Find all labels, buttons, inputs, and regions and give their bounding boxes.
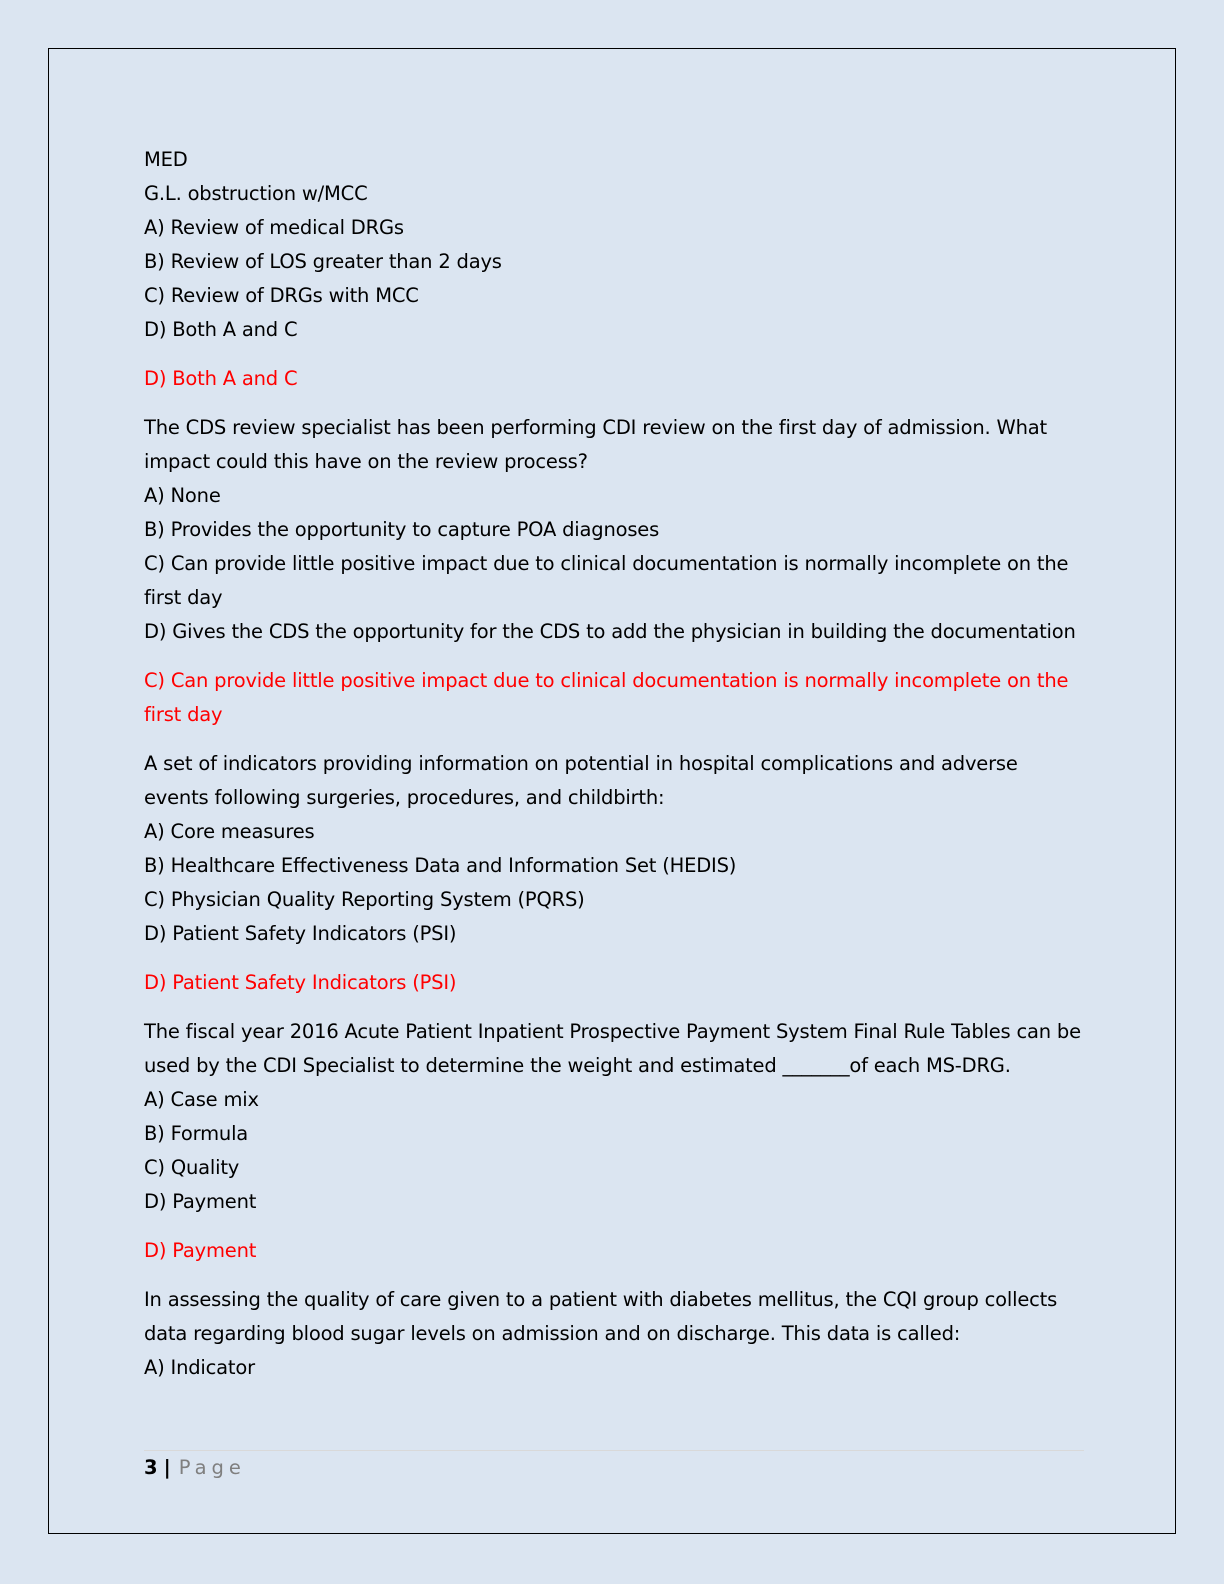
question-3-option-c: C) Physician Quality Reporting System (PQRS)	[144, 888, 585, 911]
question-1-option-a: A) Review of medical DRGs	[144, 216, 404, 239]
question-3-answer: D) Patient Safety Indicators (PSI)	[144, 971, 457, 994]
page-number: 3	[144, 1456, 158, 1479]
question-4-answer: D) Payment	[144, 1239, 257, 1262]
question-4-option-d: D) Payment	[144, 1190, 257, 1213]
question-1-option-b: B) Review of LOS greater than 2 days	[144, 250, 502, 273]
question-3-option-d: D) Patient Safety Indicators (PSI)	[144, 922, 457, 945]
question-3-stem: A set of indicators providing information on potential in hospital complications and adverse events following surgeries, procedures, and childbirth:	[144, 752, 1018, 809]
question-5-stem: In assessing the quality of care given to a patient with diabetes mellitus, the CQI group collects data regarding blood sugar levels on admission and on discharge. This data is called:	[144, 1288, 1058, 1345]
question-1-stem: G.L. obstruction w/MCC	[144, 182, 368, 205]
question-3-option-a: A) Core measures	[144, 820, 315, 843]
footer-divider	[144, 1450, 1084, 1451]
question-2-option-b: B) Provides the opportunity to capture POA diagnoses	[144, 518, 660, 541]
question-4-option-b: B) Formula	[144, 1122, 249, 1145]
question-4-stem: The fiscal year 2016 Acute Patient Inpatient Prospective Payment System Final Rule Tables can be used by the CDI Specialist to determine the weight and estimated _______of each MS-DRG.	[144, 1020, 1081, 1077]
footer-separator: |	[163, 1456, 171, 1479]
question-1-answer: D) Both A and C	[144, 367, 298, 390]
question-1-category: MED	[144, 148, 188, 171]
question-3-option-b: B) Healthcare Effectiveness Data and Information Set (HEDIS)	[144, 854, 737, 877]
question-2-option-c: C) Can provide little positive impact due to clinical documentation is normally incomplete on the first day	[144, 552, 1069, 609]
question-4-option-a: A) Case mix	[144, 1088, 259, 1111]
question-2-answer: C) Can provide little positive impact due to clinical documentation is normally incomplete on the first day	[144, 669, 1069, 726]
question-2-option-a: A) None	[144, 484, 221, 507]
question-5-option-a: A) Indicator	[144, 1356, 255, 1379]
question-2-stem: The CDS review specialist has been performing CDI review on the first day of admission. What impact could this have on the review process?	[144, 416, 1047, 473]
page-label: Page	[178, 1456, 246, 1479]
question-2-option-d: D) Gives the CDS the opportunity for the CDS to add the physician in building the documentation	[144, 620, 1076, 643]
question-1-option-c: C) Review of DRGs with MCC	[144, 284, 419, 307]
document-body	[144, 143, 1084, 1385]
page-footer	[144, 1454, 246, 1482]
question-4-option-c: C) Quality	[144, 1156, 240, 1179]
question-1-option-d: D) Both A and C	[144, 318, 298, 341]
